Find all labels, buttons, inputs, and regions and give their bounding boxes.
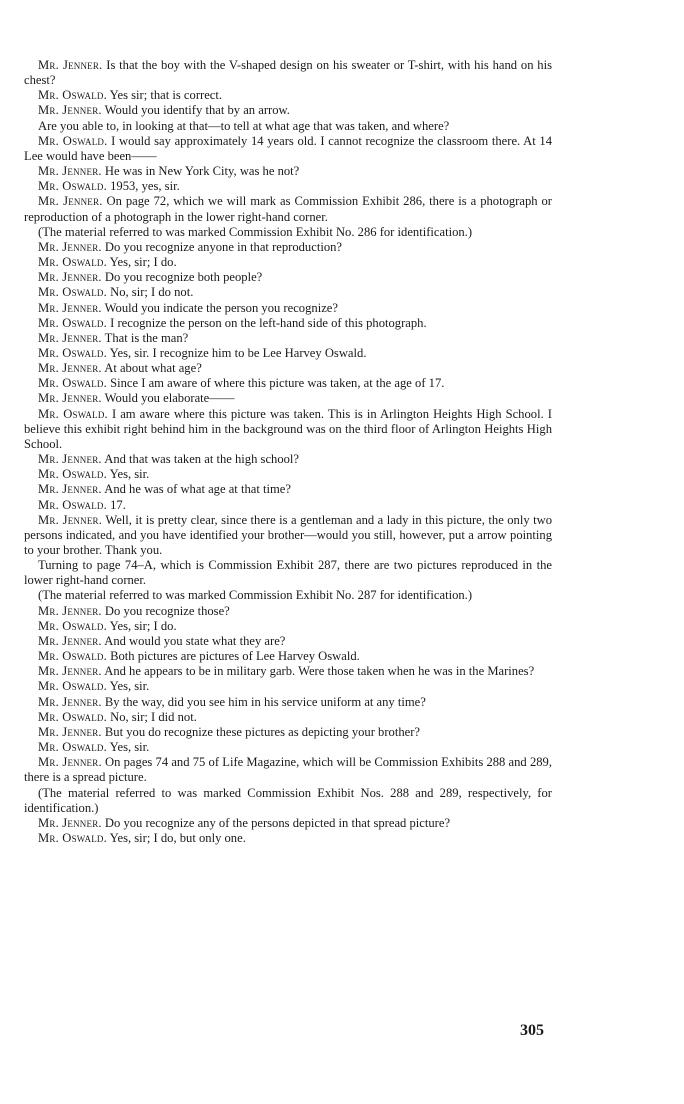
speaker-label: Mr. Jenner. [38,452,102,467]
transcript-paragraph [24,376,552,391]
paragraph-text: Is that the boy with the V-shaped design on his sweater or T-shirt, with his hand on his chest? [24,58,553,88]
paragraph-text: Would you elaborate—— [104,391,235,406]
transcript-paragraph [24,103,552,118]
speaker-label: Mr. Jenner. [38,58,103,72]
transcript-paragraph [24,786,552,816]
transcript-paragraph [24,240,552,255]
paragraph-text: Since I am aware of where this picture was taken, at the age of 17. [110,376,445,391]
transcript-paragraph [24,649,552,664]
speaker-label: Mr. Oswald. [38,709,107,724]
transcript-paragraph [24,619,552,634]
transcript-paragraph [24,695,552,710]
paragraph-text: At about what age? [104,361,202,376]
paragraph-text: Both pictures are pictures of Lee Harvey Oswald. [110,649,360,664]
speaker-label: Mr. Oswald. [38,740,107,755]
paragraph-text: And that was taken at the high school? [104,452,300,467]
paragraph-text: (The material referred to was marked Commission Exhibit No. 287 for identification.) [38,588,473,603]
transcript-paragraph [24,391,552,406]
speaker-label: Mr. Jenner. [38,270,102,285]
speaker-label: Mr. Oswald. [38,618,107,633]
transcript-paragraph [24,301,552,316]
speaker-label: Mr. Oswald. [38,88,107,103]
transcript-paragraph [24,285,552,300]
speaker-label: Mr. Jenner. [38,633,102,648]
paragraph-text: Do you recognize any of the persons depicted in that spread picture? [104,815,451,830]
transcript-paragraph [24,513,552,558]
paragraph-text: Would you identify that by an arrow. [104,103,290,118]
speaker-label: Mr. Oswald. [38,345,107,360]
transcript-paragraph [24,255,552,270]
transcript-paragraph [24,225,552,240]
speaker-label: Mr. Oswald. [38,315,107,330]
transcript-paragraph [24,755,552,785]
paragraph-text: Turning to page 74–A, which is Commission Exhibit 287, there are two pictures reproduced in the lower right-hand corner. [24,558,552,588]
transcript-paragraph [24,164,552,179]
paragraph-text: Yes, sir; I do, but only one. [109,830,246,845]
speaker-label: Mr. Jenner. [38,815,102,830]
paragraph-text: I recognize the person on the left-hand side of this photograph. [110,315,427,330]
speaker-label: Mr. Jenner. [38,361,102,376]
speaker-label: Mr. Jenner. [38,482,102,497]
paragraph-text: Yes, sir. I recognize him to be Lee Harvey Oswald. [109,345,367,360]
transcript-paragraph [24,88,552,103]
speaker-label: Mr. Jenner. [38,755,102,770]
paragraph-text: Yes, sir. [109,467,150,482]
paragraph-text: Would you indicate the person you recognize? [104,300,338,315]
transcript-paragraph [24,179,552,194]
transcript-paragraph [24,452,552,467]
transcript-paragraph [24,407,552,452]
paragraph-text: Are you able to, in looking at that—to tell at what age that was taken, and where? [38,118,450,133]
transcript-paragraph [24,634,552,649]
transcript-paragraph [24,740,552,755]
transcript-body [24,58,552,846]
transcript-paragraph [24,725,552,740]
speaker-label: Mr. Jenner. [38,664,102,679]
speaker-label: Mr. Jenner. [38,300,102,315]
speaker-label: Mr. Jenner. [38,512,103,527]
paragraph-text: Yes sir; that is correct. [109,88,223,103]
transcript-paragraph [24,331,552,346]
paragraph-text: No, sir; I did not. [110,709,197,724]
paragraph-text: He was in New York City, was he not? [104,164,300,179]
speaker-label: Mr. Oswald. [38,133,108,148]
paragraph-text: But you do recognize these pictures as depicting your brother? [104,724,421,739]
speaker-label: Mr. Jenner. [38,603,102,618]
paragraph-text: On pages 74 and 75 of Life Magazine, which will be Commission Exhibits 288 and 289, there is a spread picture. [24,755,552,785]
transcript-paragraph [24,498,552,513]
speaker-label: Mr. Oswald. [38,285,107,300]
paragraph-text: On page 72, which we will mark as Commission Exhibit 286, there is a photograph or reproduction of a photograph in the lower right-hand corner. [24,194,553,224]
speaker-label: Mr. Jenner. [38,330,102,345]
paragraph-text: Do you recognize both people? [104,270,263,285]
transcript-paragraph [24,361,552,376]
transcript-paragraph [24,316,552,331]
speaker-label: Mr. Jenner. [38,724,102,739]
transcript-paragraph [24,604,552,619]
transcript-paragraph [24,816,552,831]
paragraph-text: I would say approximately 14 years old. I cannot recognize the classroom there. At 14 Lee would have been—— [24,133,552,163]
page-number: 305 [520,1022,544,1039]
transcript-paragraph [24,710,552,725]
transcript-paragraph [24,270,552,285]
transcript-paragraph [24,58,552,88]
transcript-paragraph [24,482,552,497]
transcript-paragraph [24,831,552,846]
paragraph-text: By the way, did you see him in his service uniform at any time? [104,694,426,709]
paragraph-text: And he appears to be in military garb. Were those taken when he was in the Marines? [104,664,535,679]
paragraph-text: Do you recognize anyone in that reproduction? [104,239,343,254]
speaker-label: Mr. Oswald. [38,179,107,194]
transcript-paragraph [24,119,552,134]
paragraph-text: (The material referred to was marked Commission Exhibit Nos. 288 and 289, respectively, for identification.) [24,785,552,815]
speaker-label: Mr. Jenner. [38,194,103,209]
speaker-label: Mr. Oswald. [38,406,108,421]
transcript-paragraph [24,588,552,603]
paragraph-text: Yes, sir; I do. [109,255,177,270]
speaker-label: Mr. Oswald. [38,679,107,694]
speaker-label: Mr. Jenner. [38,694,102,709]
transcript-paragraph [24,467,552,482]
paragraph-text: 1953, yes, sir. [110,179,180,194]
speaker-label: Mr. Oswald. [38,497,107,512]
speaker-label: Mr. Jenner. [38,103,102,118]
transcript-paragraph [24,194,552,224]
speaker-label: Mr. Jenner. [38,239,102,254]
paragraph-text: Do you recognize those? [104,603,230,618]
paragraph-text: And he was of what age at that time? [104,482,291,497]
paragraph-text: No, sir; I do not. [110,285,194,300]
speaker-label: Mr. Oswald. [38,255,107,270]
paragraph-text: (The material referred to was marked Commission Exhibit No. 286 for identification.) [38,224,473,239]
transcript-paragraph [24,134,552,164]
transcript-paragraph [24,664,552,679]
transcript-paragraph [24,346,552,361]
speaker-label: Mr. Oswald. [38,467,107,482]
paragraph-text: Yes, sir. [109,679,150,694]
speaker-label: Mr. Jenner. [38,391,102,406]
transcript-paragraph [24,558,552,588]
paragraph-text: Well, it is pretty clear, since there is a gentleman and a lady in this picture, the only two persons indicated, and you have identified your brother—would you still, however, put a arrow pointing to your brother. Thank you. [24,512,553,557]
speaker-label: Mr. Jenner. [38,164,102,179]
speaker-label: Mr. Oswald. [38,376,107,391]
paragraph-text: That is the man? [104,330,189,345]
paragraph-text: And would you state what they are? [104,633,286,648]
paragraph-text: Yes, sir; I do. [109,618,177,633]
speaker-label: Mr. Oswald. [38,830,107,845]
paragraph-text: 17. [110,497,126,512]
speaker-label: Mr. Oswald. [38,649,107,664]
transcript-paragraph [24,679,552,694]
paragraph-text: Yes, sir. [109,740,150,755]
paragraph-text: I am aware where this picture was taken. This is in Arlington Heights High School. I believe this exhibit right behind him in the background was on the third floor of Arlington Heights High School. [24,406,552,451]
